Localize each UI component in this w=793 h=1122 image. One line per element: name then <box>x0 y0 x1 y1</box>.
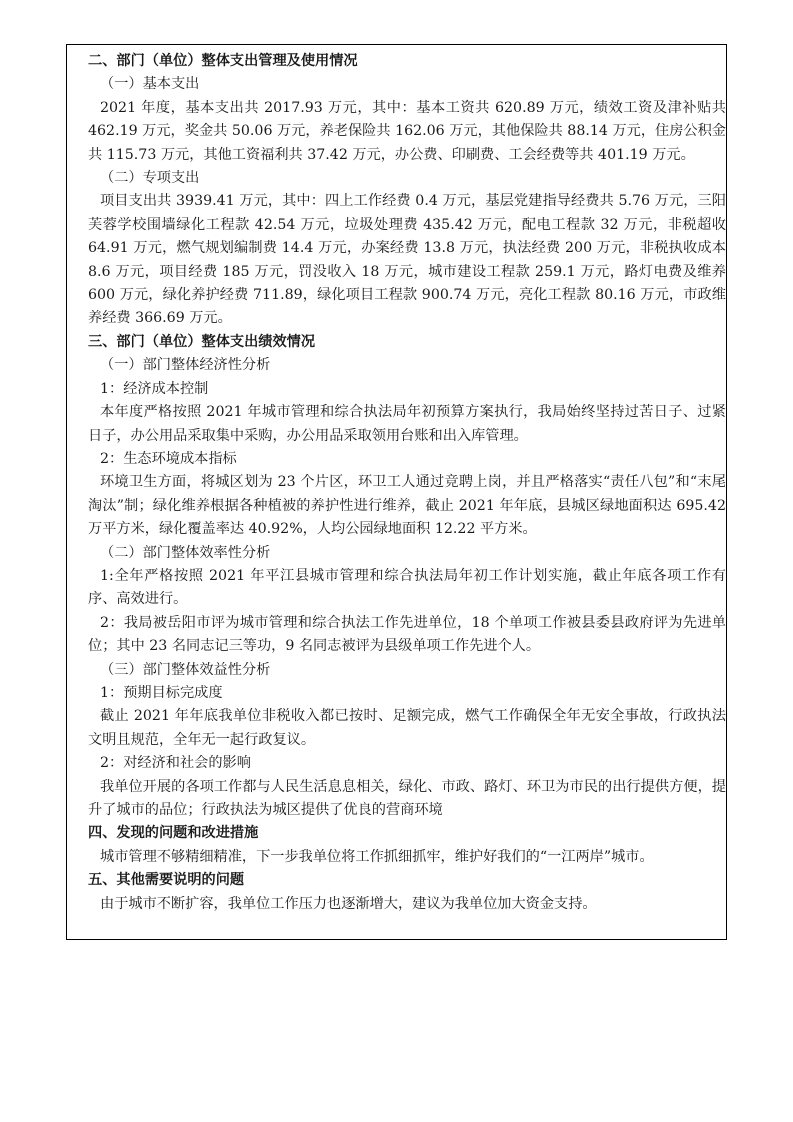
section-3-2-heading: （二）部门整体效率性分析 <box>100 544 271 561</box>
section-3-2-1-text: 1:全年严格按照 2021 年平江县城市管理和综合执法局年初工作计划实施，截止年底各项工作有序、高效进行。 <box>88 567 726 608</box>
section-5-heading: 五、其他需要说明的问题 <box>88 872 245 889</box>
section-2-2-text: 项目支出共 3939.41 万元，其中：四上工作经费 0.4 万元，基层党建指导经费共 5.76 万元，三阳芙蓉学校围墙绿化工程款 42.54 万元，垃圾处理费 435.42 万元，配电工程款 32 万元，非税超收 64.91 万元，燃气规划编制费 14.4 万元，办案经费 13.8 万元，执法经费 200 万元，非税执收成本 8.6 万元，项目经费 185 万元，罚没收入 18 万元，城市建设工程款 259.1 万元，路灯电费及维养 600 万元，绿化养护经费 711.89，绿化项目工程款 900.74 万元，亮化工程款 80.16 万元，市政维养经费 366.69 万元。 <box>88 193 726 327</box>
section-3-2-2-text: 2：我局被岳阳市评为城市管理和综合执法工作先进单位，18 个单项工作被县委县政府评为先进单位；其中 23 名同志记三等功，9 名同志被评为县级单项工作先进个人。 <box>88 614 726 655</box>
section-3-1-1-heading: 1：经济成本控制 <box>100 380 209 397</box>
section-3-heading: 三、部门（单位）整体支出绩效情况 <box>88 333 316 350</box>
section-3-3-1-heading: 1：预期目标完成度 <box>100 684 223 701</box>
section-3-3-heading: （三）部门整体效益性分析 <box>100 661 271 678</box>
section-3-1-heading: （一）部门整体经济性分析 <box>100 357 271 374</box>
section-4-text: 城市管理不够精细精准，下一步我单位将工作抓细抓牢，维护好我们的“一江两岸”城市。 <box>100 848 654 865</box>
section-3-1-2-heading: 2：生态环境成本指标 <box>100 450 237 467</box>
section-3-3-1-text: 截止 2021 年年底我单位非税收入都已按时、足额完成，燃气工作确保全年无安全事故，行政执法文明且规范，全年无一起行政复议。 <box>88 708 726 748</box>
section-3-1-1-text: 本年度严格按照 2021 年城市管理和综合执法局年初预算方案执行，我局始终坚持过苦日子、过紧日子，办公用品采取集中采购，办公用品采取领用台账和出入库管理。 <box>88 404 726 444</box>
section-3-3-2-heading: 2：对经济和社会的影响 <box>100 755 251 772</box>
section-4-heading: 四、发现的问题和改进措施 <box>88 825 259 842</box>
section-2-heading: 二、部门（单位）整体支出管理及使用情况 <box>88 53 358 69</box>
section-2-2-heading: （二）专项支出 <box>100 170 200 187</box>
document-body <box>88 50 726 916</box>
section-2-1-heading: （一）基本支出 <box>100 76 200 93</box>
section-3-1-2-text: 环境卫生方面，将城区划为 23 个片区，环卫工人通过竞聘上岗，并且严格落实“责任八包”和“末尾淘汰”制；绿化维养根据各种植被的养护性进行维养，截止 2021 年年底，县城区绿地面积达 695.42 万平方米，绿化覆盖率达 40.92%，人均公园绿地面积 12.22 平方米。 <box>88 474 726 538</box>
section-5-text: 由于城市不断扩容，我单位工作压力也逐渐增大，建议为我单位加大资金支持。 <box>100 895 597 912</box>
section-2-1-text: 2021 年度，基本支出共 2017.93 万元，其中：基本工资共 620.89 万元，绩效工资及津补贴共 462.19 万元，奖金共 50.06 万元，养老保险共 162.06 万元，其他保险共 88.14 万元，住房公积金共 115.73 万元，其他工资福利共 37.42 万元，办公费、印刷费、工会经费等共 401.19 万元。 <box>88 99 726 163</box>
section-3-3-2-text: 我单位开展的各项工作都与人民生活息息相关，绿化、市政、路灯、环卫为市民的出行提供方便，提升了城市的品位；行政执法为城区提供了优良的营商环境 <box>88 778 726 818</box>
